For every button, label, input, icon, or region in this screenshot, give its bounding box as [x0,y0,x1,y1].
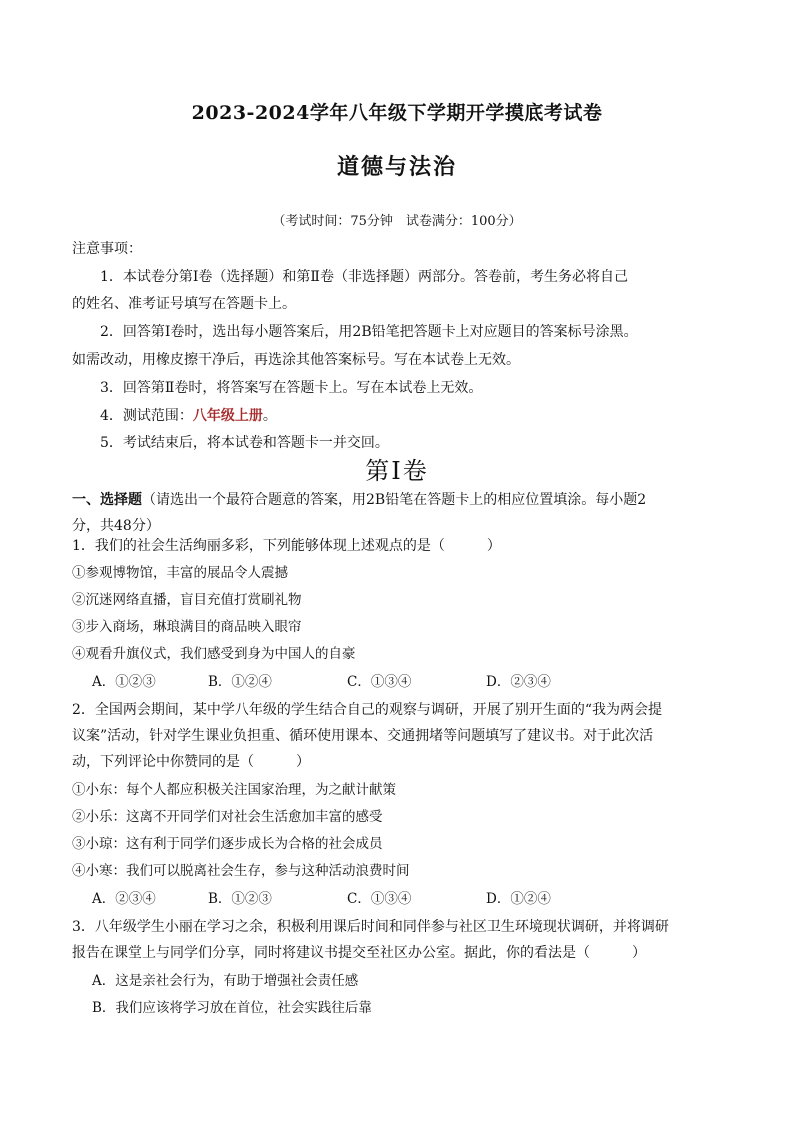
note-item-4-prefix: 4．测试范围： [100,408,193,424]
question-1-stem: 1．我们的社会生活绚丽多彩，下列能够体现上述观点的是（ ） [72,538,501,554]
question-3-option-b: B．我们应该将学习放在首位，社会实践往后靠 [92,1000,372,1016]
question-1-statement-3: ③步入商场，琳琅满目的商品映入眼帘 [72,619,302,635]
note-item-1-line-2: 的姓名、准考证号填写在答题卡上。 [72,296,296,312]
notes-heading: 注意事项： [72,241,142,257]
question-1-statement-2: ②沉迷网络直播，盲目充值打赏刷礼物 [72,592,302,608]
question-2-stem-line-3: 动，下列评论中你赞同的是（ ） [72,754,310,770]
note-item-5: 5．考试结束后，将本试卷和答题卡一并交回。 [100,435,389,451]
exam-title: 2023-2024学年八年级下学期开学摸底考试卷 [191,102,603,124]
question-3-option-a: A．这是亲社会行为，有助于增强社会责任感 [92,973,359,989]
note-item-3: 3．回答第Ⅱ卷时，将答案写在答题卡上。写在本试卷上无效。 [100,380,483,396]
test-scope: 八年级上册 [192,408,263,424]
note-item-4-suffix: 。 [262,408,277,424]
section-1-line-1 [72,490,646,510]
question-2-option-a: A．②③④ [92,891,156,907]
question-1-statement-1: ①参观博物馆，丰富的展品令人震撼 [72,565,288,581]
section-1-desc: （请选出一个最符合题意的答案，用2B铅笔在答题卡上的相应位置填涂。每小题2 [142,492,647,508]
note-item-1-line-1: 1．本试卷分第Ⅰ卷（选择题）和第Ⅱ卷（非选择题）两部分。答卷前，考生务必将自己 [100,269,628,285]
question-1-option-b: B．①②④ [208,674,272,690]
question-2-option-c: C．①③④ [347,891,412,907]
question-1-option-d: D．②③④ [486,674,551,690]
section-1-label: 一、选择题 [72,492,142,508]
question-2-option-b: B．①②③ [208,891,272,907]
question-2-stem-line-1: 2．全国两会期间，某中学八年级的学生结合自己的观察与调研，开展了别开生面的“我为两会提 [72,702,663,718]
question-2-option-d: D．①②④ [486,891,551,907]
section-1-line-2: 分，共48分） [72,518,160,534]
question-1-option-c: C．①③④ [347,674,412,690]
question-1-option-a: A．①②③ [92,674,156,690]
question-2-statement-1: ①小东：每个人都应积极关注国家治理，为之献计献策 [72,782,396,798]
question-2-stem-line-2: 议案”活动，针对学生课业负担重、循环使用课本、交通拥堵等问题填写了建议书。对于此次活 [72,728,654,744]
question-3-stem-line-1: 3．八年级学生小丽在学习之余，积极利用课后时间和同伴参与社区卫生环境现状调研，并将调研 [72,919,669,935]
part-heading: 第Ⅰ卷 [365,457,429,485]
note-item-4 [100,406,277,426]
question-2-statement-3: ③小琼：这有利于同学们逐步成长为合格的社会成员 [72,836,383,852]
question-3-stem-line-2: 报告在课堂上与同学们分享，同时将建议书提交至社区办公室。据此，你的看法是（ ） [72,945,646,961]
subject-title: 道德与法治 [336,154,457,180]
question-2-statement-2: ②小乐：这离不开同学们对社会生活愈加丰富的感受 [72,809,383,825]
time-info: （考试时间：75分钟 试卷满分：100分） [272,214,522,229]
note-item-2-line-1: 2．回答第Ⅰ卷时，选出每小题答案后，用2B铅笔把答题卡上对应题目的答案标号涂黑。 [100,324,638,340]
note-item-2-line-2: 如需改动，用橡皮擦干净后，再选涂其他答案标号。写在本试卷上无效。 [72,352,520,368]
question-2-statement-4: ④小寒：我们可以脱离社会生存，参与这种活动浪费时间 [72,863,410,879]
question-1-statement-4: ④观看升旗仪式，我们感受到身为中国人的自豪 [72,646,356,662]
